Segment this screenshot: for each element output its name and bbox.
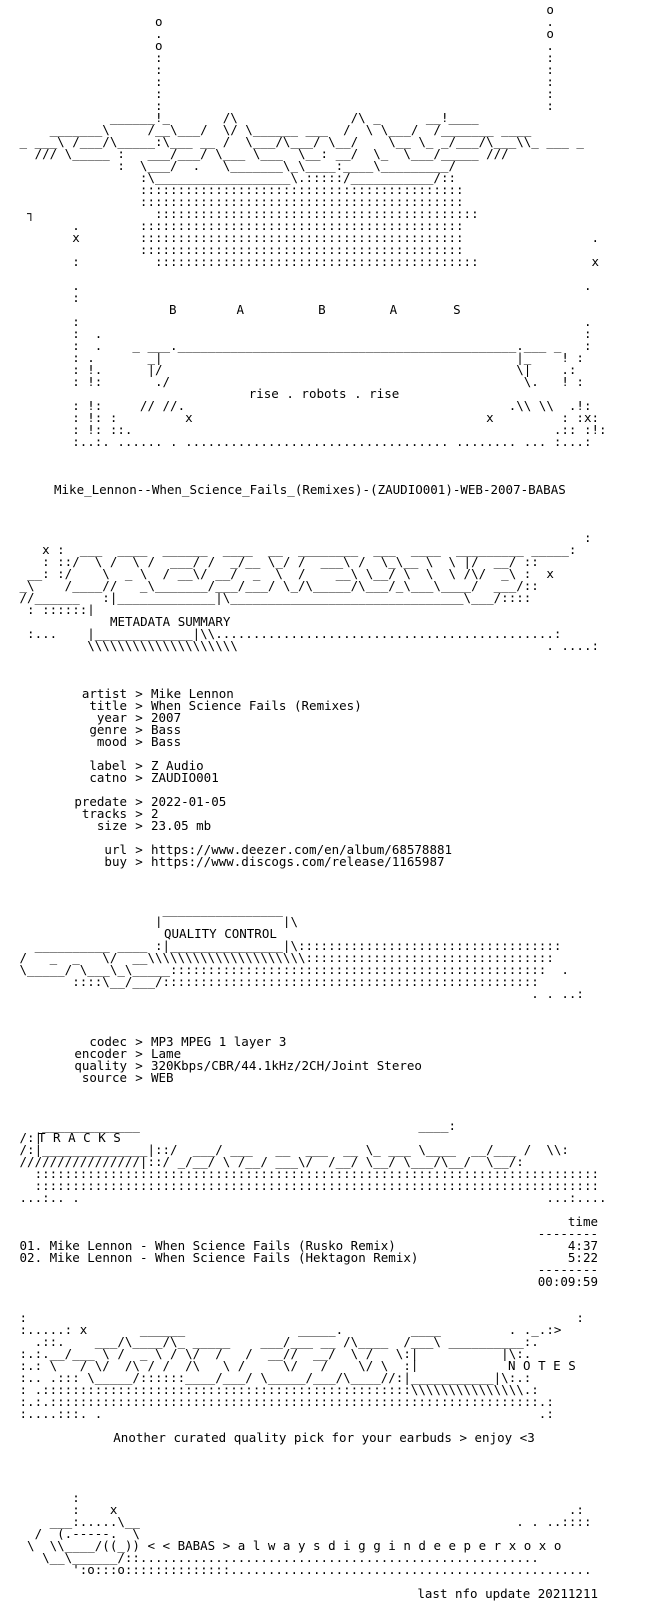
meta-link-url[interactable]: https://www.deezer.com/en/album/68578881: [151, 842, 453, 857]
quality-value: Lame: [151, 1046, 182, 1061]
metadata-group: [12, 844, 636, 868]
tracklist: [12, 1240, 636, 1264]
track-duration: 4:37: [567, 1238, 598, 1253]
meta-value: 2007: [151, 710, 182, 725]
header-frame-bottom: : !: // //. .\\ \\ .!: : !: : x x : :x: : !: ::. .:: :!: :..:. ...... . ................................... ........ ... :...:: [72, 400, 607, 448]
quality-value: MP3 MPEG 1 layer 3: [151, 1034, 287, 1049]
quality-section-art-bottom: __________ ____ :|_______________|\::::::::::::::::::::::::::::::::::: / _ _ \/ __\\\\\\\\\\\\\\\\\\\\\::::::::::::::::::::::::::::::::: \_____/ \___\_\_____:::::::::::::::::::::::::::::::::::::::::::::::::: . ::::\__/___/:::::::::::::::::::::::::::::::::::::::::::::::::: . . ..:: [19, 940, 584, 1000]
footer-update: last nfo update 20211211: [417, 1586, 598, 1601]
track-number: 01.: [19, 1238, 43, 1253]
track-name: Mike Lennon - When Science Fails (Rusko Remix): [49, 1238, 396, 1253]
header-letter: A: [389, 302, 398, 317]
meta-row-title: title > When Science Fails (Remixes): [89, 698, 362, 713]
track-duration: 5:22: [567, 1250, 598, 1265]
meta-row-mood: mood > Bass: [96, 734, 182, 749]
tracks-section-art-top: _____________ ____: /:|: [19, 1120, 457, 1144]
notes-section-art-bottom: :.. .::: \_____/::::::____/___/ \_____/___/\____//:|___________|\:.: : .:::::::::::::::::::::::::::::::::::::::::::::::::\\\\\\\\\\\\\\\.: :.:.:::::::::::::::::::::::::::::::::::::::::::::::::::::::::::::::::.: :....:::. . .:: [19, 1372, 554, 1420]
footer-tagline: < < BABAS > a l w a y s d i g g i n d e e p e r x o x o: [147, 1538, 562, 1553]
metadata-section-art-top: : x : ___ ____ ______ ____ __ ________ ___ ____ _________ _____: : ::/ \ / \ / ___/ / _/__ \_/ / ___\ / \_\__ \ \ |/ __/ :: __: :/ \ _ \ / __\/ __/ _ \ / __\ \__/ \ \ \ /\/ _\ : x _\ /____// _\_______/___/___/ \_/\_____/\___/_\___\____/ ___/:: //______ :|_____________|\_______________________________\___/:::: : ::::::|: [19, 532, 592, 616]
meta-row-predate: predate > 2022-01-05: [74, 794, 227, 809]
metadata-group: [12, 760, 636, 784]
header-slogan: rise . robots . rise: [248, 386, 400, 401]
meta-row-artist: artist > Mike Lennon: [81, 686, 234, 701]
quality-row-quality: quality > 320Kbps/CBR/44.1kHz/2CH/Joint Stereo: [74, 1058, 422, 1073]
footer-tagline-row: \ \\____/((_)) < < BABAS > a l w a y s d i g g i n d e e p e r x o x o: [12, 1538, 562, 1553]
quality-section-title: QUALITY CONTROL: [164, 926, 277, 941]
quality-row-source: source > WEB: [81, 1070, 174, 1085]
quality-value: WEB: [151, 1070, 174, 1085]
meta-value: 23.05 mb: [151, 818, 212, 833]
meta-value: Mike Lennon: [151, 686, 234, 701]
meta-row-size: size > 23.05 mb: [96, 818, 212, 833]
nfo-document: [12, 4, 636, 1600]
quality-section-art-top: ________________ | |\: [154, 904, 298, 928]
header-antenna-art: o o . . o o . : : : : : : : : : : ______!_ /\ /\ _ __!____ _______\ /__\___/ \/ \______ ___ / \ \___/ /_______ ____ _ ___\ /___/\_____:\___ __ / \___/\___/ \__/ \__ \_ _/___/\___\\_ ___ _ /// \_____ : ___/___/ \___ \___ \__: __/ \_ \___/_____ /// : \___/ . \_______\_\____:____\_________/ :\__________________\.:::::/___________/:: ::::::::::::::::::::::::::::::::::::::::::: ::::::::::::::::::::::::::::::::::::::::::: ┐ ::::::::::::::::::::::::::::::::::::::::::: . ::::::::::::::::::::::::::::::::::::::::::: x ::::::::::::::::::::::::::::::::::::::::::: . ::::::::::::::::::::::::::::::::::::::::::: : _ ___:::::::::::::::::::::::::::::::::::::::::::___ _ x: [19, 4, 599, 268]
header-letter: S: [453, 302, 461, 317]
release-name: Mike_Lennon--When_Science_Fails_(Remixes)-(ZAUDIO001)-WEB-2007-BABAS: [54, 482, 566, 497]
metadata-block: [12, 688, 636, 868]
header-letter: A: [236, 302, 245, 317]
quality-value: 320Kbps/CBR/44.1kHz/2CH/Joint Stereo: [151, 1058, 422, 1073]
footer-art-top: : : x .: ___:.....\__ . . ..:::: / (.-----. \: [34, 1492, 592, 1540]
meta-value: Bass: [151, 722, 182, 737]
metadata-section-title: METADATA SUMMARY: [110, 614, 231, 629]
meta-value: ZAUDIO001: [151, 770, 219, 785]
meta-row-label: label > Z Audio: [89, 758, 204, 773]
header-frame-mid: : . : . : : . _ ___._____________________________________________.___ _ : : . _| |_ ! : : !. |/ \| .: : !: __./ \.__ ! :: [72, 316, 592, 388]
track-name: Mike Lennon - When Science Fails (Hektagon Remix): [49, 1250, 419, 1265]
meta-row-genre: genre > Bass: [89, 722, 182, 737]
notes-section-title: N O T E S: [508, 1358, 576, 1373]
quality-row-encoder: encoder > Lame: [74, 1046, 182, 1061]
meta-value: When Science Fails (Remixes): [151, 698, 362, 713]
quality-row-codec: codec > MP3 MPEG 1 layer 3: [89, 1034, 287, 1049]
meta-row-tracks: tracks > 2: [81, 806, 159, 821]
notes-section-art-top: : : :.....: x ______ _____. ____ . ._.:> .::. ___/\____/\_ _____ ___/___ __ /\____ /___\ __________:. :.:.__/___ \ / _ \ / \/ / / __// __/ \ / \:| |\:. :.: \___/ \/ /\_/ / _/\___\ /___ \/ __/__ \/ \__:|: [19, 1312, 584, 1372]
header-letter: B: [318, 302, 326, 317]
notes-text: Another curated quality pick for your earbuds > enjoy <3: [113, 1430, 535, 1445]
header-letters: [12, 304, 636, 316]
meta-link-buy[interactable]: https://www.discogs.com/release/1165987: [151, 854, 445, 869]
meta-value: Z Audio: [151, 758, 204, 773]
header-letter: B: [169, 302, 177, 317]
track-row: [12, 1252, 636, 1264]
meta-row-buy: buy > https://www.discogs.com/release/1165987: [104, 854, 445, 869]
tracks-divider-bottom: --------: [537, 1262, 598, 1277]
meta-value: 2022-01-05: [151, 794, 227, 809]
meta-row-url: url > https://www.deezer.com/en/album/68578881: [104, 842, 453, 857]
meta-value: 2: [151, 806, 159, 821]
tracks-divider-top: --------: [537, 1226, 598, 1241]
track-number: 02.: [19, 1250, 43, 1265]
metadata-section-art-bottom: :... |_____________|\\.............................................: \\\\\\\\\\\\\\\\\\\\ . ....:: [27, 628, 599, 652]
tracks-section-title: T R A C K S: [38, 1130, 121, 1145]
tracks-section-art-bottom: /:|______________|::/ ___/ ___ __ ___ __ \_ ___ \____ __/___ / \\: ////////////////|::/ _/__/ \ /__/ ___\/ /__/ \__/ \___/\__/ \__/: ::::::::::::::::::::::::::::::::::::::::::::::::::::::::::::::::::::::::::: ::::::::::::::::::::::::::::::::::::::::::::::::::::::::::::::::::::::::::: ...:.. . ...:....: [19, 1144, 607, 1204]
metadata-group: [12, 796, 636, 832]
footer-art-bottom: \__\______/::..................................................... ':o:::o::::::::::::::................................................: [42, 1552, 592, 1576]
meta-row-year: year > 2007: [96, 710, 182, 725]
tracks-time-header: time: [567, 1214, 598, 1229]
meta-row-catno: catno > ZAUDIO001: [89, 770, 219, 785]
meta-value: Bass: [151, 734, 182, 749]
quality-block: [12, 1036, 636, 1084]
header-frame-top: . . :: [72, 280, 592, 304]
metadata-group: [12, 688, 636, 748]
tracks-total-time: 00:09:59: [537, 1274, 598, 1289]
